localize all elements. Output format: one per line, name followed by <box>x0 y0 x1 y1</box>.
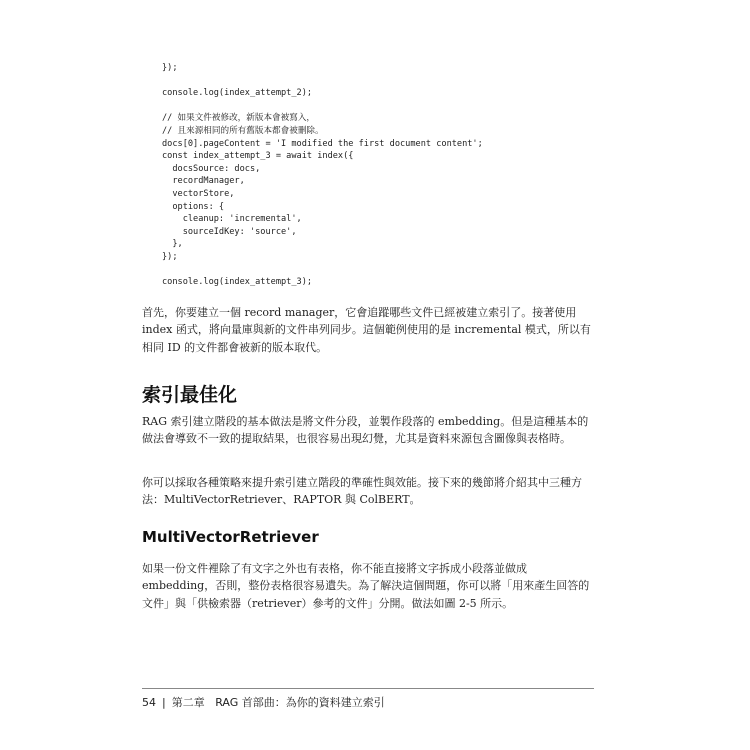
code-line: sourceIdKey: 'source', <box>162 226 297 237</box>
code-line <box>162 100 602 113</box>
code-line <box>162 264 602 277</box>
footer-separator: | <box>162 696 166 709</box>
code-line: }, <box>162 239 183 250</box>
code-line: const index_attempt_3 = await index({ <box>162 151 354 162</box>
code-line: console.log(index_attempt_3); <box>162 277 313 288</box>
code-line: options: { <box>162 201 225 212</box>
code-line: }); <box>162 63 178 73</box>
code-line: recordManager, <box>162 176 245 187</box>
footer-divider <box>142 688 594 689</box>
chapter-title: RAG 首部曲：為你的資料建立索引 <box>215 696 385 709</box>
page-number: 54 <box>142 696 156 709</box>
code-line: docs[0].pageContent = 'I modified the first document content'; <box>162 138 483 149</box>
code-line: // 且來源相同的所有舊版本都會被刪除。 <box>162 125 324 136</box>
code-block <box>162 62 602 289</box>
code-line: // 如果文件被修改，新版本會被寫入， <box>162 113 316 124</box>
code-line: cleanup: 'incremental', <box>162 214 302 225</box>
code-line: }); <box>162 251 178 262</box>
paragraph-strategies: 你可以採取各種策略來提升索引建立階段的準確性與效能。接下來的幾節將介紹其中三種方法：MultiVectorRetriever、RAPTOR 與 ColBERT。 <box>142 476 582 507</box>
code-line <box>162 75 602 88</box>
section-heading-index-optimization: 索引最佳化 <box>142 384 238 406</box>
chapter-label: 第二章 <box>171 696 205 709</box>
code-line: vectorStore, <box>162 188 235 199</box>
paragraph-record-manager: 首先，你要建立一個 record manager，它會追蹤哪些文件已經被建立索引了。接著使用 index 函式，將向量庫與新的文件串列同步。這個範例使用的是 incremental 模式，所以有相同 ID 的文件都會被新的版本取代。 <box>142 306 591 354</box>
code-line: docsSource: docs, <box>162 163 261 174</box>
code-line: console.log(index_attempt_2); <box>162 88 313 99</box>
paragraph-rag-indexing: RAG 索引建立階段的基本做法是將文件分段，並製作段落的 embedding。但是這種基本的做法會導致不一致的提取結果，也很容易出現幻覺，尤其是資料來源包含圖像與表格時。 <box>142 415 589 446</box>
paragraph-multivector: 如果一份文件裡除了有文字之外也有表格，你不能直接將文字拆成小段落並做成 embedding，否則，整份表格很容易遺失。為了解決這個問題，你可以將「用來產生回答的文件」與「供檢索器（retriever）參考的文件」分開。做法如圖 2-5 所示。 <box>142 562 590 610</box>
subsection-heading-multivector: MultiVectorRetriever <box>142 528 319 546</box>
page-footer <box>142 694 385 710</box>
